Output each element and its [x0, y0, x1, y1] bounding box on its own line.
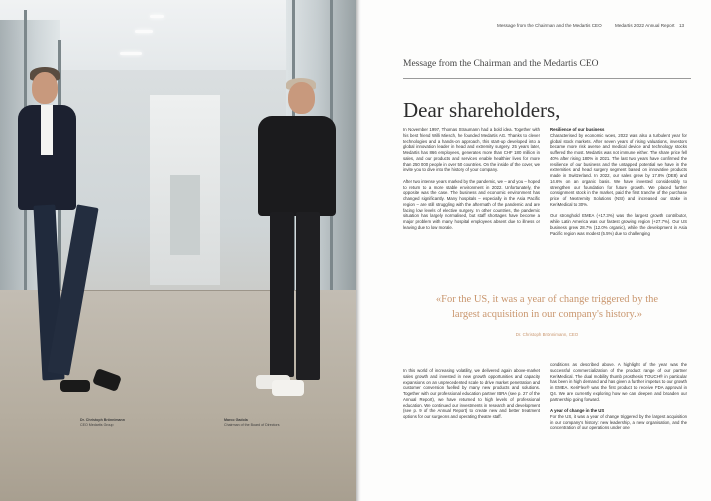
paragraph: Our stronghold EMEA (+17.3%) was the largest growth contributor, while Latin America was our fastest growing region (+27.7%). Our US business grew 28.7% (12.0% organic), while the development in Asia Pacific region was modest (5.5%) due to challenging [550, 213, 687, 236]
ceiling-light [120, 52, 142, 55]
text-column-2 [550, 127, 687, 279]
running-header-section: Message from the Chairman and the Medartis CEO [497, 23, 602, 28]
divider [403, 78, 691, 79]
caption-left [80, 418, 125, 428]
pull-quote: «For the US, it was a year of change triggered by the largest acquisition in our company's history.» [435, 294, 659, 320]
paragraph: After two intense years marked by the pandemic, we – and you – hoped to return to a more stable environment in 2022. Unfortunately, the opposite was the case. The business and economic environment has changed significantly. Many hospitals – especially in the Asia Pacific region – are still struggling with the aftermath of the pandemic and are facing low levels of elective surgery. In other countries, the pandemic situation has largely normalised, but staff shortages have become a major problem with many hospital employees absent due to illness or leaving due to low morale. [403, 178, 540, 230]
paragraph: In this world of increasing volatility, we delivered again above-market sales growth and invested in new growth opportunities and capacity expansions on an unprecedented scale to drive market penetration and customer conversion fuelled by many new products and solutions. Together with our professional education partner IBRA (see p. 27 of the Annual Report), we have returned to high levels of professional education. We continued our investments in research and development (see p. 9 of the Annual Report) to create new and better treatment options for our surgeons and operating theatre staff. [403, 368, 540, 419]
ceiling-light [135, 30, 153, 33]
subheading: Resilience of our business [550, 127, 605, 132]
text-page [361, 0, 711, 501]
floor-line [60, 290, 300, 291]
corridor-end [170, 175, 200, 255]
paragraph: In November 1997, Thomas Straumann had a bold idea. Together with his best friend Willi Miesch, he founded Medartis AG. Thanks to clever technologies and a hands-on approach, this start-up developed into a global innovation leader in head and extremity surgery. 25 years later, Medartis has 866 employees, generates more than CHF 180 million in sales, and our products and services enable healthier lives for more than 250 000 people in over 50 countries. On the inside of the cover, we invite you to dive into the history of your company. [403, 127, 540, 173]
caption-role: CEO Medartis Group [80, 422, 114, 427]
caption-name: Dr. Christoph Brönnimann [80, 418, 125, 422]
text-column-3 [403, 368, 540, 488]
page-number: 13 [679, 23, 685, 28]
running-header-report: Medartis 2022 Annual Report [615, 23, 675, 28]
caption-role: Chairman of the Board of Directors [224, 422, 280, 427]
paragraph: For the US, it was a year of change triggered by the largest acquisition in our company's history: new leadership, a new organisation, and the concentration of our operations under one [550, 413, 687, 431]
section-title: Message from the Chairman and the Medartis CEO [403, 59, 599, 69]
paragraph: Characterised by economic woes, 2022 was also a turbulent year for global stock markets. After seven years of rising valuations, investors became more risk averse and medical device and technology stocks suffered the most. Medartis was not immune either. The share price fell 40% after rising 180% in 2021. The last two years have confirmed the resilience of our business and the untapped potential we have in the extremities and head surgery segment based on innovative products made in Switzerland. In 2022, our sales grew by 17.8% (DE8) and 14.6% on an organic basis. We have invested considerably to strengthen our foundation for future growth. We placed further consignment stock in the market, paid the first tranche of the purchase price of Nextremity Solutions (NSI) and increased our stake in KeriMedical to 30%. [550, 132, 687, 207]
subheading: A year of change in the US [550, 408, 605, 413]
text-column-1 [403, 127, 540, 279]
paragraph: conditions as described above. A highlight of the year was the successful commercialization of the product range of our partner KeriMedical. The dual mobility thumb prosthesis TOUCH® in particular has been in high demand and has given a further impetus to our growth in EMEA. KeriFlex® was the first product to receive FDA approval in Q4. We are currently exploring how we can deepen and broaden our partnership going forward. [550, 362, 687, 402]
pull-quote-author: Dr. Christoph Brönnimann, CEO [515, 332, 579, 337]
caption-name: Marco Gadola [224, 418, 248, 422]
page-headline: Dear shareholders, [403, 98, 561, 122]
text-column-4 [550, 362, 687, 488]
ceiling-light [150, 15, 164, 18]
caption-right [224, 418, 280, 428]
